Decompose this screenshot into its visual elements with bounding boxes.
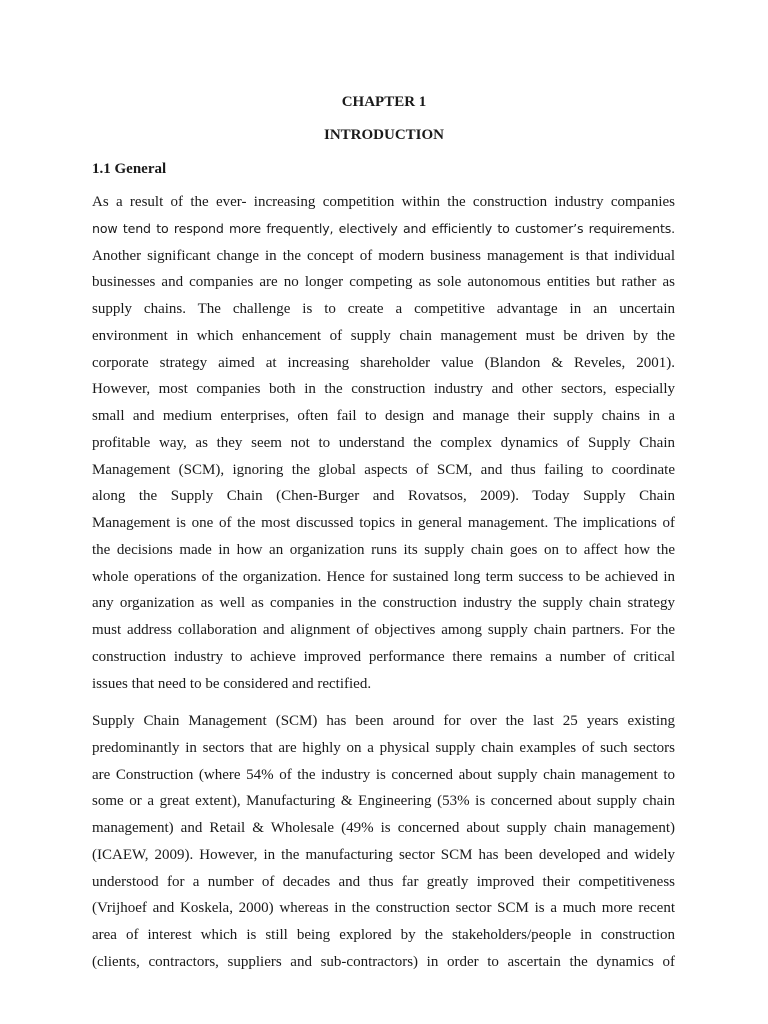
paragraph <box>92 189 675 697</box>
text-line: profitable way, as they seem not to understand the complex dynamics of Supply Chain <box>92 434 675 451</box>
text-line: area of interest which is still being explored by the stakeholders/people in construction <box>92 927 675 943</box>
text-line: any organization as well as companies in the construction industry the supply chain strategy <box>92 595 675 612</box>
text-line: Supply Chain Management (SCM) has been around for over the last 25 years existing <box>92 713 675 729</box>
text-line: understood for a number of decades and thus far greatly improved their competitiveness <box>92 873 675 890</box>
text-line: now tend to respond more frequently, electively and efficiently to customer’s requirements. <box>92 220 675 236</box>
text-line: environment in which enhancement of supply chain management must be driven by the <box>92 327 675 344</box>
text-line: corporate strategy aimed at increasing shareholder value (Blandon & Reveles, 2001). <box>92 354 675 371</box>
text-line: (ICAEW, 2009). However, in the manufacturing sector SCM has been developed and widely <box>92 846 675 863</box>
text-line: some or a great extent), Manufacturing & Engineering (53% is concerned about supply chain <box>92 793 675 810</box>
section-heading: 1.1 General <box>92 161 167 177</box>
chapter-title: INTRODUCTION <box>323 127 444 143</box>
text-line: issues that need to be considered and rectified. <box>92 675 372 692</box>
chapter-label: CHAPTER 1 <box>341 94 427 110</box>
text-line: supply chains. The challenge is to create a competitive advantage in an uncertain <box>92 301 675 317</box>
text-line: businesses and companies are no longer competing as sole autonomous entities but rather as <box>92 274 675 291</box>
text-line: along the Supply Chain (Chen-Burger and Rovatsos, 2009). Today Supply Chain <box>92 488 675 505</box>
text-line: small and medium enterprises, often fail to design and manage their supply chains in a <box>92 408 675 424</box>
text-line: Management is one of the most discussed topics in general management. The implications of <box>92 515 675 531</box>
text-line: Management (SCM), ignoring the global aspects of SCM, and thus failing to coordinate <box>92 461 675 478</box>
text-line: construction industry to achieve improved performance there remains a number of critical <box>92 648 675 665</box>
text-line: must address collaboration and alignment of objectives among supply chain partners. For the <box>92 622 675 638</box>
text-line: As a result of the ever- increasing competition within the construction industry companies <box>92 194 675 210</box>
paragraph <box>92 708 675 976</box>
text-line: Another significant change in the concept of modern business management is that individual <box>92 247 675 264</box>
text-line: management) and Retail & Wholesale (49% is concerned about supply chain management) <box>92 820 675 836</box>
text-line: whole operations of the organization. Hence for sustained long term success to be achieved in <box>92 568 675 585</box>
text-line: the decisions made in how an organization runs its supply chain goes on to affect how the <box>92 541 675 558</box>
text-line: predominantly in sectors that are highly on a physical supply chain examples of such sectors <box>92 739 675 756</box>
text-line: are Construction (where 54% of the industry is concerned about supply chain management to <box>92 766 675 783</box>
text-line: (Vrijhoef and Koskela, 2000) whereas in the construction sector SCM is a much more recent <box>92 900 675 917</box>
text-line: (clients, contractors, suppliers and sub-contractors) in order to ascertain the dynamics of <box>92 953 675 970</box>
text-line: However, most companies both in the construction industry and other sectors, especially <box>92 381 675 398</box>
